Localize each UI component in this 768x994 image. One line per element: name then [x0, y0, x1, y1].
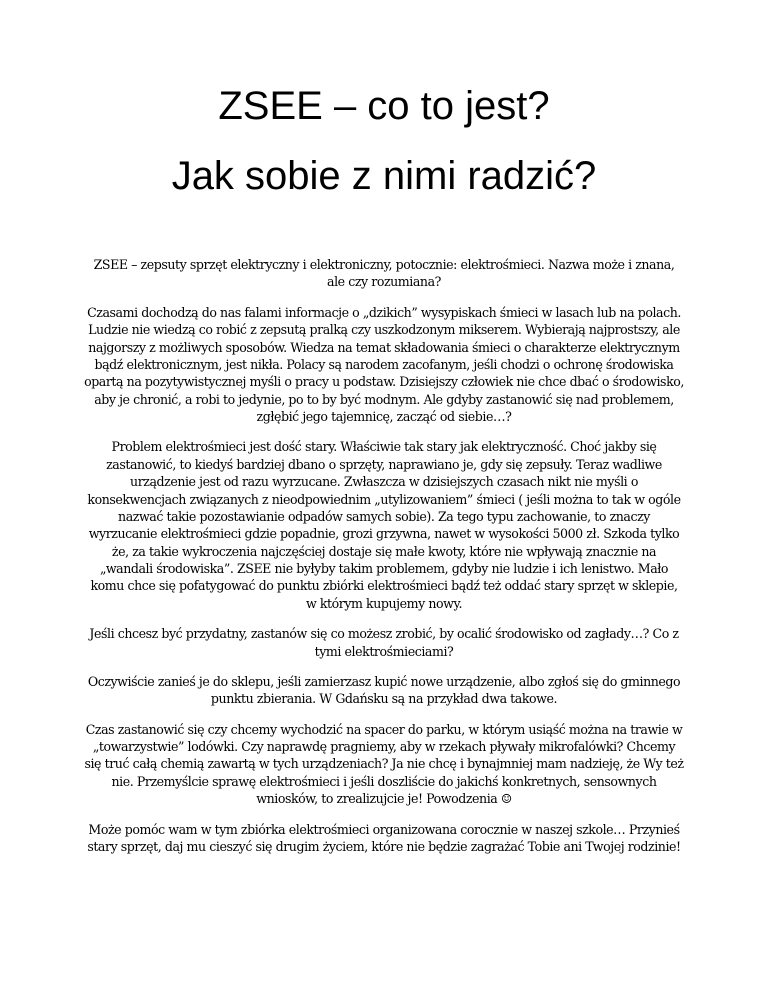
paragraph-school-collection: Może pomóc wam w tym zbiórka elektrośmieci organizowana corocznie w naszej szkole… Przynieś stary sprzęt, daj mu cieszyć się drugim życiem, które nie będzie zagrażać Tobie ani Twojej rodzinie!	[87, 821, 681, 854]
title-line-2: Jak sobie z nimi radzić?	[171, 154, 597, 198]
document-body	[84, 256, 684, 855]
paragraph-collection-points: Oczywiście zanieś je do sklepu, jeśli zamierzasz kupić nowe urządzenie, albo zgłoś się do gminnego punktu zbierania. W Gdańsku są na przykład dwa takowe.	[87, 673, 681, 707]
paragraph-wild-dumps: Czasami dochodzą do nas falami informacje o „dzikich” wysypiskach śmieci w lasach lub na polach. Ludzie nie wiedzą co robić z zepsutą pralką czy uszkodzonym mikserem. Wybierają najprostszy, ale najgorszy z możliwych sposobów. Wiedza na temat składowania śmieci o charakterze elektrycznym bądź elektronicznym, jest nikła. Polacy są narodem zacofanym, jeśli chodzi o ochronę środowiska opartą na pozytywistycznej myśli o pracy u podstaw. Dzisiejszy człowiek nie chce dbać o środowisko, aby je chronić, a robi to jedynie, po to by być modnym. Ale gdyby zastanowić się nad problemem, zgłębić jego tajemnicę, zacząć od siebie…?	[84, 304, 684, 424]
paragraph-problem-history: Problem elektrośmieci jest dość stary. Właściwie tak stary jak elektryczność. Choć jakby się zastanowić, to kiedyś bardziej dbano o sprzęty, naprawiano je, gdy się zepsuły. Teraz wadliwe urządzenie jest od razu wyrzucane. Zwłaszcza w dzisiejszych czasach nikt nie myśli o konsekwencjach związanych z nieodpowiednim „utylizowaniem” śmieci ( jeśli można to tak w ogóle nazwać takie pozostawianie odpadów samych sobie). Za tego typu zachowanie, to znaczy wyrzucanie elektrośmieci gdzie popadnie, grozi grzywna, nawet w wysokości 5000 zł. Szkoda tylko że, za takie wykroczenia najczęściej dostaje się małe kwoty, które nie wpływają znacznie na „wandali środowiska”. ZSEE nie byłyby takim problemem, gdyby nie ludzie i ich lenistwo. Mało komu chce się pofatygować do punktu zbiórki elektrośmieci bądź też oddać stary sprzęt w sklepie, w którym kupujemy nowy.	[87, 439, 681, 611]
paragraph-what-to-do: Jeśli chcesz być przydatny, zastanów się co możesz zrobić, by ocalić środowisko od zagłady…? Co z tymi elektrośmieciami?	[89, 626, 679, 659]
document-title	[84, 78, 684, 204]
title-line-1: ZSEE – co to jest?	[218, 84, 550, 128]
paragraph-intro: ZSEE – zepsuty sprzęt elektryczny i elektroniczny, potocznie: elektrośmieci. Nazwa może i znana, ale czy rozumiana?	[93, 257, 675, 290]
paragraph-reflection: Czas zastanowić się czy chcemy wychodzić na spacer do parku, w którym usiąść można na trawie w „towarzystwie” lodówki. Czy naprawdę pragniemy, aby w rzekach pływały mikrofalówki? Chcemy się truć całą chemią zawartą w tych urządzeniach? Ja nie chcę i bynajmniej mam nadzieję, że Wy też nie. Przemyślcie sprawę elektrośmieci i jeśli doszliście do jakichś konkretnych, sensownych wniosków, to zrealizujcie je! Powodzenia ☺	[84, 721, 684, 807]
